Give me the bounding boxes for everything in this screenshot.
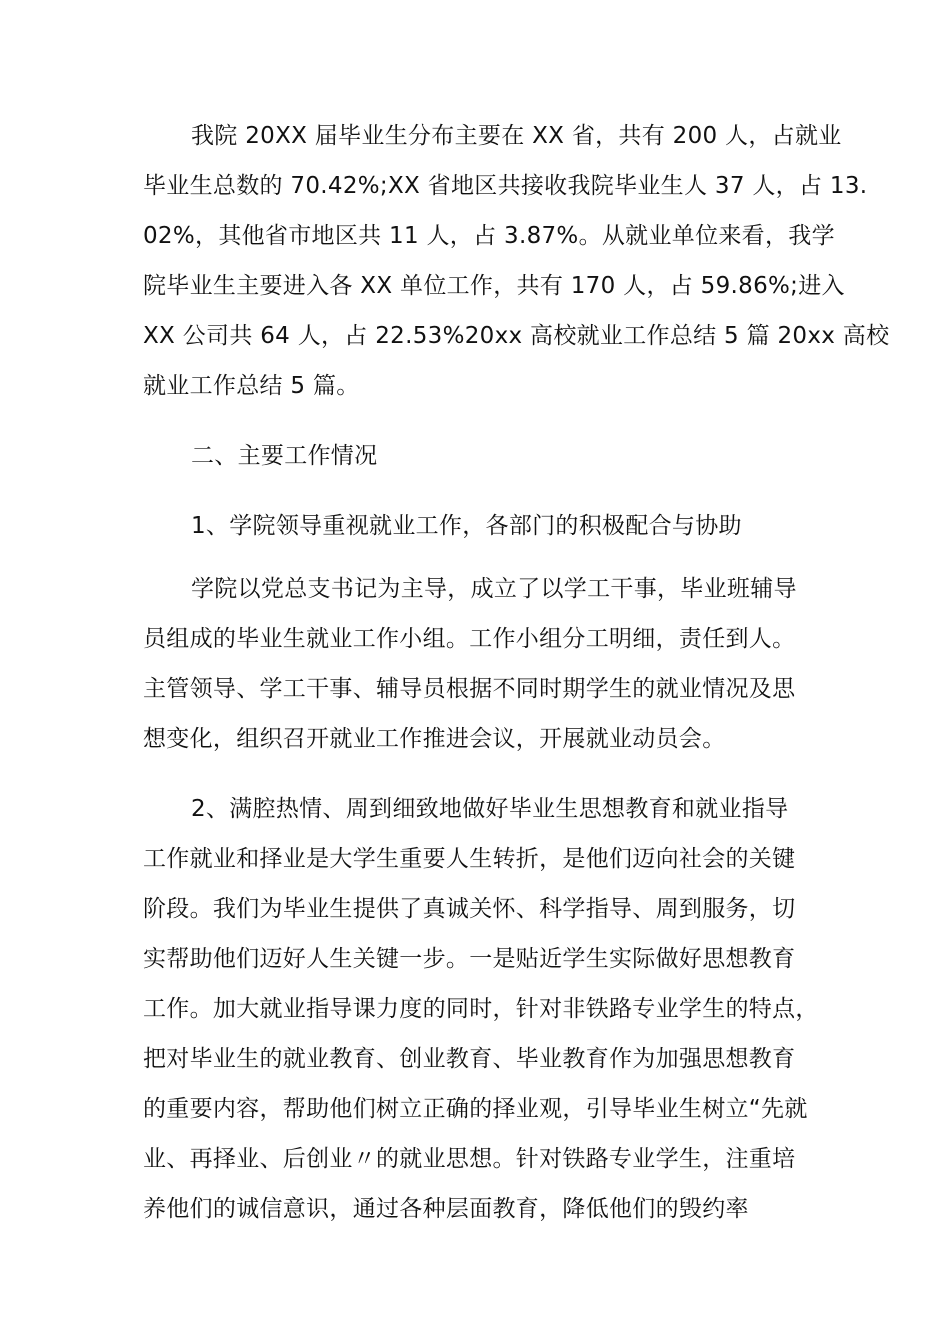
text-line: 毕业生总数的 70.42%;XX 省地区共接收我院毕业生人 37 人，占 13.: [143, 173, 868, 199]
subheading-text: 1、学院领导重视就业工作，各部门的积极配合与协助: [191, 513, 742, 539]
text-line: 业、再择业、后创业〃的就业思想。针对铁路专业学生，注重培: [143, 1146, 796, 1172]
text-line: 把对毕业生的就业教育、创业教育、毕业教育作为加强思想教育: [143, 1046, 796, 1072]
text-line: 养他们的诚信意识，通过各种层面教育，降低他们的毁约率: [143, 1196, 749, 1222]
text-line: 工作就业和择业是大学生重要人生转折，是他们迈向社会的关键: [143, 846, 796, 872]
text-line: 想变化，组织召开就业工作推进会议，开展就业动员会。: [143, 726, 726, 752]
text-line: 就业工作总结 5 篇。: [143, 373, 360, 399]
text-line: 工作。加大就业指导课力度的同时，针对非铁路专业学生的特点，: [143, 996, 819, 1022]
text-line: 阶段。我们为毕业生提供了真诚关怀、科学指导、周到服务，切: [143, 896, 796, 922]
text-line: 的重要内容，帮助他们树立正确的择业观，引导毕业生树立“先就: [143, 1096, 808, 1122]
text-line: 实帮助他们迈好人生关键一步。一是贴近学生实际做好思想教育: [143, 946, 796, 972]
text-line: XX 公司共 64 人，占 22.53%20xx 高校就业工作总结 5 篇 20xx 高校: [143, 323, 890, 349]
text-line: 2、满腔热情、周到细致地做好毕业生思想教育和就业指导: [191, 796, 789, 822]
text-line: 员组成的毕业生就业工作小组。工作小组分工明细，责任到人。: [143, 626, 796, 652]
heading-text: 二、主要工作情况: [191, 443, 378, 469]
text-line: 学院以党总支书记为主导，成立了以学工干事，毕业班辅导: [191, 576, 797, 602]
text-line: 主管领导、学工干事、辅导员根据不同时期学生的就业情况及思: [143, 676, 796, 702]
text-line: 02%，其他省市地区共 11 人，占 3.87%。从就业单位来看，我学: [143, 223, 835, 249]
text-line: 院毕业生主要进入各 XX 单位工作，共有 170 人，占 59.86%;进入: [143, 273, 845, 299]
text-line: 我院 20XX 届毕业生分布主要在 XX 省，共有 200 人，占就业: [191, 123, 842, 149]
